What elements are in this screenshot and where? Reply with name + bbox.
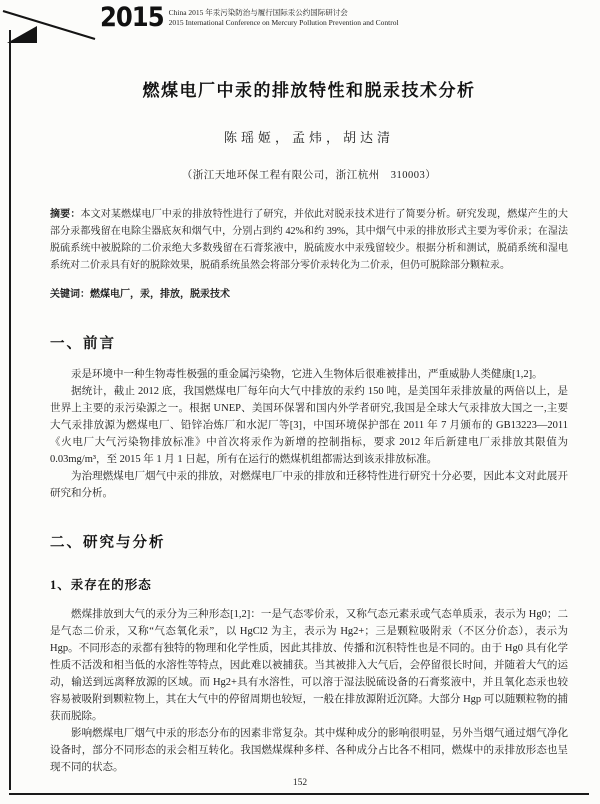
intro-paragraph-1: 汞是环境中一种生物毒性极强的重金属污染物，它进入生物体后很难被排出，严重威胁人类健康[1,2]。 bbox=[71, 369, 543, 380]
conference-name-zh: China 2015 年汞污染防治与履行国际汞公约国际研讨会 bbox=[168, 8, 348, 17]
analysis-paragraph-1: 燃煤排放到大气的汞分为三种形态[1,2]：一是气态零价汞，又称气态元素汞或气态单质汞，表示为 Hg0；二是气态二价汞，又称“气态氧化汞”，以 HgCl2 为主，表示为 Hg2+；三是颗粒吸附汞（不区分价态），表示为 Hgp。不同形态的汞都有独特的物理和化学性质，因此其排放、传播和沉积特性也是不同的。由于 Hg0 具有化学性质不活泼和相当低的水溶性等特点，因此难以被捕获。当其被排入大气后，会停留很长时间，并随着大气的运动，输送到远离释放源的区域。而 Hg2+具有水溶性，可以溶于湿法脱硫设备的石膏浆液中，并且氧化态汞也较容易被吸附到颗粒物上，其在大气中的停留周期也较短，一般在排放源附近沉降。大部分 Hgp 可以随颗粒物的捕获而脱除。 bbox=[50, 609, 568, 722]
paper-body bbox=[0, 76, 600, 776]
paper-title: 燃煤电厂中汞的排放特性和脱汞技术分析 bbox=[142, 81, 476, 100]
authors: 陈瑶姬，孟炜，胡达清 bbox=[223, 130, 394, 145]
abstract-text: 本文对某燃煤电厂中汞的排放特性进行了研究，并依此对脱汞技术进行了简要分析。研究发现，燃煤产生的大部分汞都残留在电除尘器底灰和烟气中，分别占到约 42%和约 39%，其中烟气中汞的排放形式主要为零价汞；在湿法脱硫系统中被脱除的二价汞绝大多数残留在石膏浆液中，脱硫废水中汞残留较少。根据分析和测试，脱硝系统和湿电系统对二价汞具有好的脱除效果，脱硝系统虽然会将部分零价汞转化为二价汞，但仍可脱除部分颗粒汞。 bbox=[50, 209, 569, 271]
page-number: 152 bbox=[292, 778, 308, 788]
section-heading-intro: 一、前言 bbox=[50, 336, 116, 352]
keywords bbox=[50, 287, 568, 303]
scan-edge-bottom bbox=[9, 793, 589, 795]
abstract bbox=[50, 206, 568, 274]
affiliation: （浙江天地环保工程有限公司，浙江杭州 310003） bbox=[181, 170, 437, 181]
scan-edge-left bbox=[9, 30, 11, 790]
subsection-heading-mercury-forms: 1、汞存在的形态 bbox=[50, 578, 152, 592]
intro-paragraph-3: 为治理燃煤电厂烟气中汞的排放，对燃煤电厂中汞的排放和迁移特性进行研究十分必要，因此本文对此展开研究和分析。 bbox=[50, 471, 568, 499]
conference-name-en: 2015 International Conference on Mercury Pollution Prevention and Control bbox=[168, 18, 399, 27]
abstract-label: 摘要： bbox=[50, 209, 81, 220]
keywords-text: 燃煤电厂，汞，排放，脱汞技术 bbox=[90, 289, 230, 300]
conference-logo-icon bbox=[2, 6, 98, 48]
keywords-label: 关键词： bbox=[50, 289, 90, 300]
analysis-paragraph-2: 影响燃煤电厂烟气中汞的形态分布的因素非常复杂。其中煤种成分的影响很明显，另外当烟气通过烟气净化设备时，部分不同形态的汞会相互转化。我国燃煤煤种多样、各种成分占比各不相同，燃煤中的汞排放形态也呈现不同的状态。 bbox=[50, 728, 568, 773]
conference-name-block bbox=[169, 8, 399, 28]
intro-paragraph-2: 据统计，截止 2012 底，我国燃煤电厂每年向大气中排放的汞约 150 吨，是美国年汞排放量的两倍以上，是世界上主要的汞污染源之一。根据 UNEP、美国环保署和国内外学者研究,我国是全球大气汞排放大国之一,主要大气汞排放源为燃煤电厂、铅锌冶炼厂和水泥厂等[3]，中国环境保护部在 2011 年 7 月颁布的 GB13223—2011《火电厂大气污染物排放标准》中首次将汞作为新增的控制指标，要求 2012 年后新建电厂汞排放其限值为 0.03mg/m³，至 2015 年 1 月 1 日起，所有在运行的燃煤机组都需达到该汞排放标准。 bbox=[50, 386, 568, 465]
conference-year: 2015 bbox=[100, 2, 164, 33]
section-heading-analysis: 二、研究与分析 bbox=[50, 535, 166, 551]
conference-header bbox=[0, 0, 600, 48]
